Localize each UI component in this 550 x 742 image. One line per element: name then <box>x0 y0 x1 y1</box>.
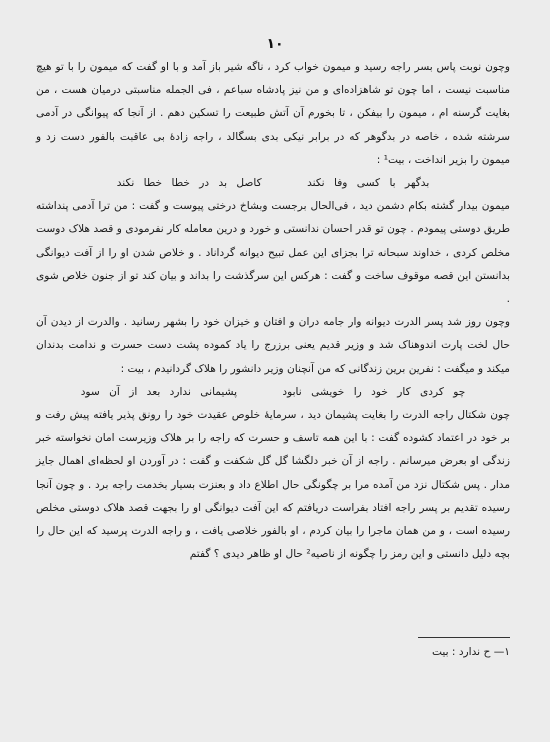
paragraph: میمون بیدار گشته بکام دشمن دید ، فی‌الحال برجست وبشاخ درختی پیوست و گفت : من ترا آدمی پنداشته طریق دوستی پیمودم . چون تو قدر احسان ندانستی و خورد و درین معامله کار نفرمودی و قصد هلاک دوست مخلص کردی ، خداوند سبحانه ترا بجزای این عمل تبیح دیوانه گرداناد . و خلاص شدن او را از آفت دیوانگی بدانستن این قصه موقوف ساخت و گفت : هرکس این سرگذشت را بداند و بیان کند تو از جنون خلاص شوی . <box>36 200 510 306</box>
paragraph: وچون روز شد پسر الدرت دیوانه وار جامه دران و افتان و خیزان خود را بشهر رسانید . والدرت از دیدن آن حال لخت پارت اندوهناک شد و وزیر قدیم یعنی برزرج را یاد کموده پشت دست حسرت و ندامت بدندان میکند و میگفت : نفرین برین زندگانی که من آنچنان وزیر دانشور را هلاک گردانیدم ، بیت : <box>36 316 510 375</box>
verse-hemistich: چو کردی کار خود را خویشی نابود <box>282 385 466 398</box>
verse-hemistich: پشیمانی ندارد بعد از آن سود <box>80 385 238 398</box>
body-text <box>36 56 510 566</box>
verse-hemistich: کاصل بد در خطا خطا نکند <box>116 177 262 190</box>
paragraph: وچون نوبت پاس بسر راجه رسید و میمون خواب کرد ، ناگه شیر باز آمد و با او گفت که میمون را با تو هیچ مناسبت نیست ، اما چون تو شاهزاده‌ای و من نیز پادشاه سباعم ، فی الجمله مناسبتی درمیان هست ، من بغایت گرسنه ام ، میمون را بیفکن ، تا بخورم آن آتش طبیعت را تسکین دهم . از آنجا که پیوانگی در آدمی سرشته شده ، خاصه در بدگوهر که در برابر نیکی بدی بسگالد ، راجه زادۀ بی عاقبت بالفور دست زد و میمون را بزیر انداخت ، بیت¹ : <box>36 61 510 166</box>
footnote-divider <box>418 637 510 638</box>
verse-hemistich: بدگهر با کسی وفا نکند <box>307 177 430 190</box>
paragraph: چون شکتال راجه الدرت را بغایت پشیمان دید ، سرمایۀ خلوص عقیدت خود را رونق پذیر یافته پیش رفت و بر خود در اعتماد کشوده گفت : با این همه تاسف و حسرت که راجه را بر هلاک وزیرست امان نخواسته خبر زندگی او بعرض میرسانم . راجه از آن خبر دلگشا گل گل شکفت و گفت : در آوردن او لحظه‌ای اهمال جایز مدار . پس شکتال نزد من آمده مرا بر چگونگی حال اطلاع داد و بعنزت بسیار بخدمت راجه برد . و چون آنجا رسیده تقدیم بر پسر راجه افتاد بفراست دریافتم که این آفت دیوانگی او را بجهت قصد هلاک دوستی مخلص رسیده است ، و من همان ماجرا را بیان کردم ، او بالفور خلاصی یافت ، و راجه الدرت پرسید که این حال را بچه دلیل دانستی و این رمز را چگونه از ناصیه² حال او ظاهر دیدی ؟ گفتم <box>36 409 510 561</box>
verse <box>36 172 510 195</box>
page-number: ١٠ <box>266 36 284 52</box>
footnote: ١— ح ندارد : بیت <box>431 646 510 658</box>
verse <box>36 381 510 404</box>
